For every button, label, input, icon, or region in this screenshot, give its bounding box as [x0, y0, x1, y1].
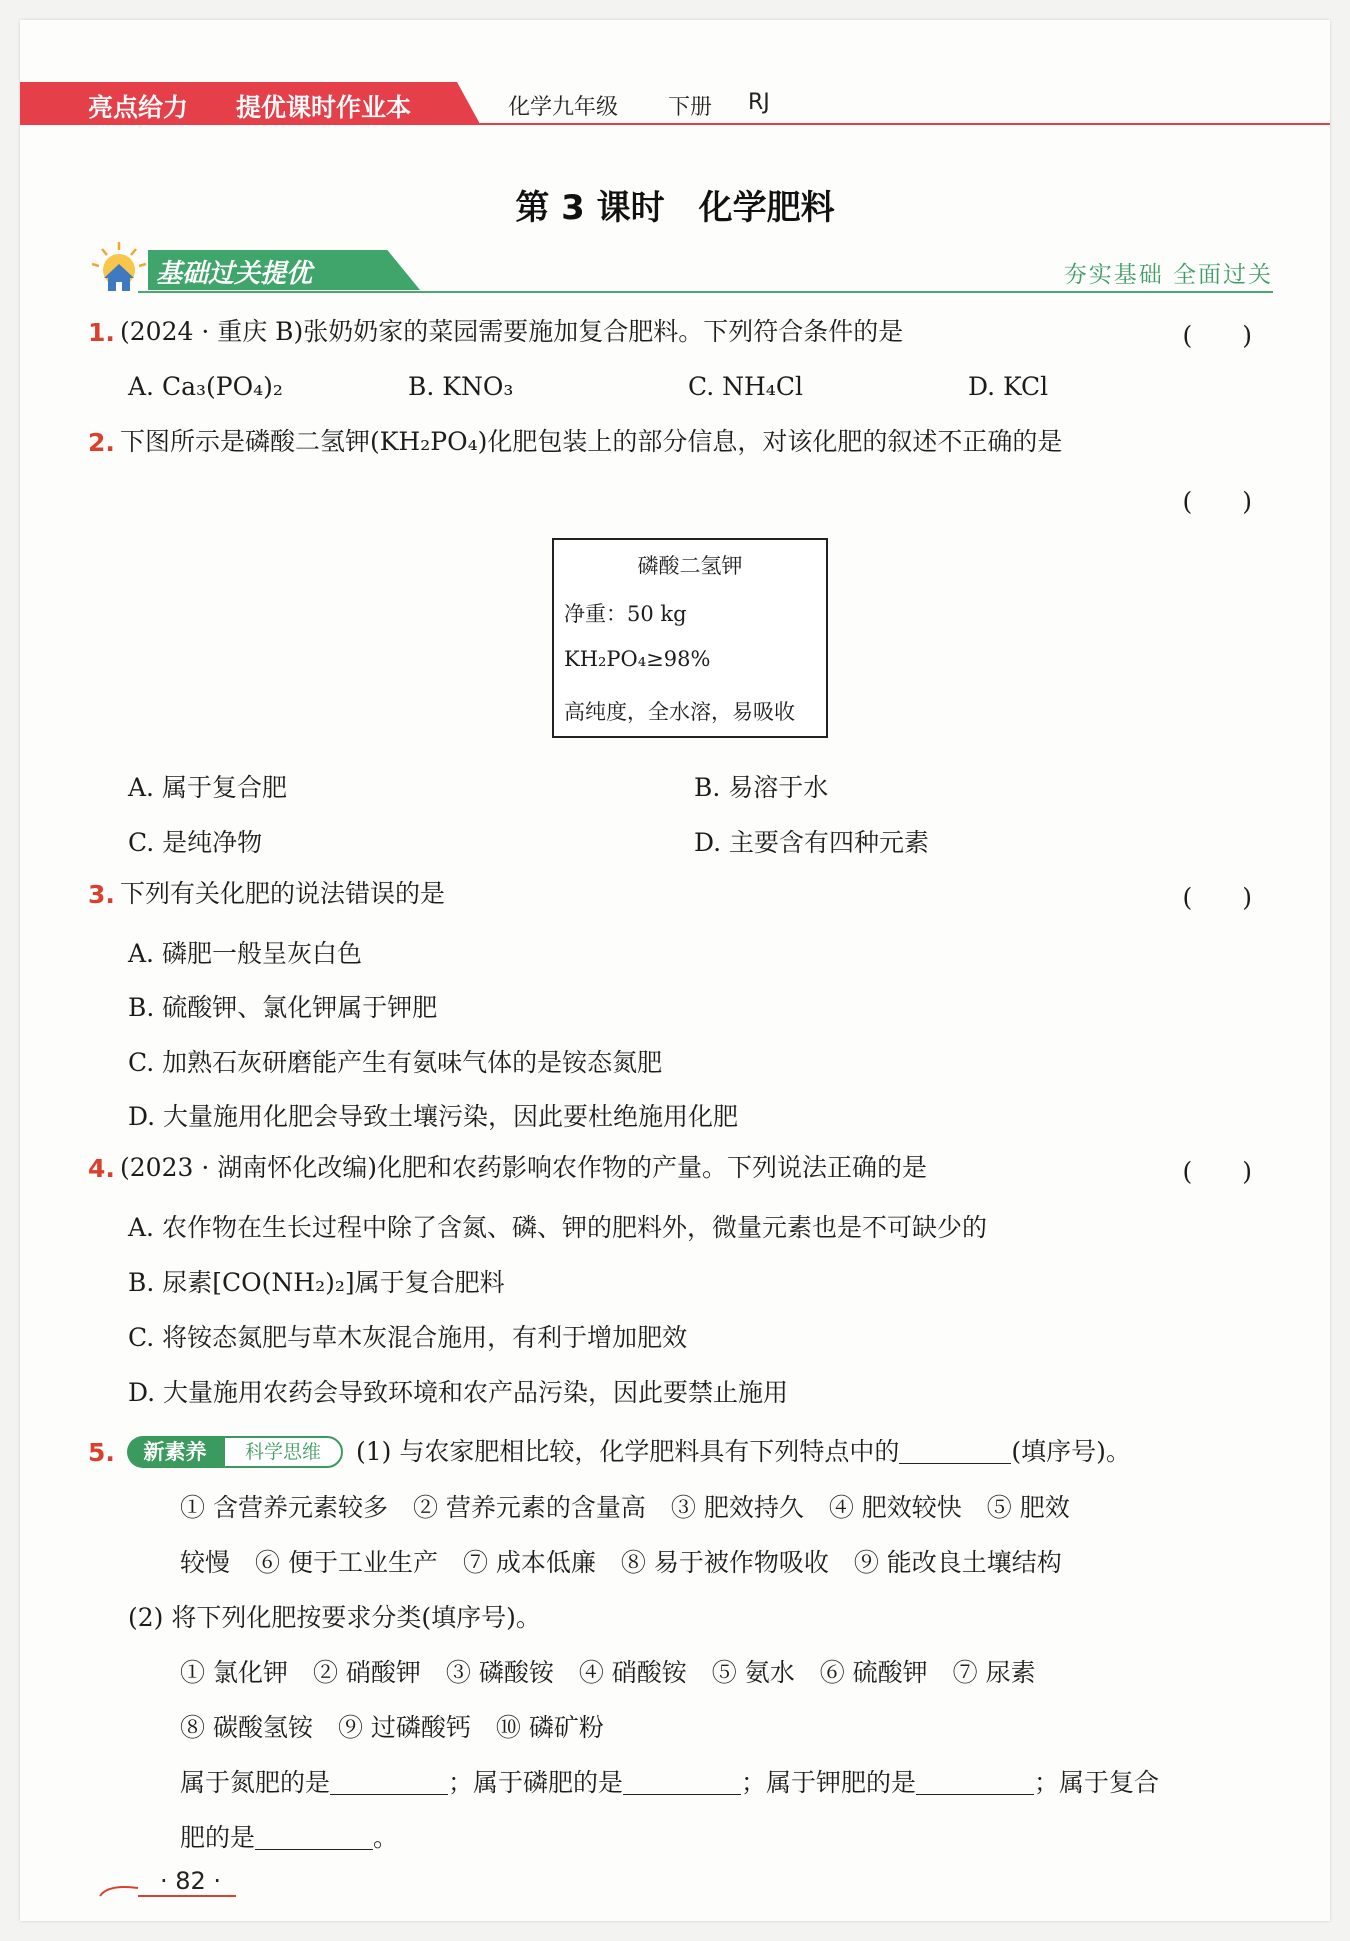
option: D. KCl [968, 372, 1049, 401]
option: B. 尿素[CO(NH₂)₂]属于复合肥料 [128, 1268, 505, 1297]
label-properties: 高纯度，全水溶，易吸收 [564, 700, 795, 724]
question-5-part1-choices-line2: 较慢 ⑥ 便于工业生产 ⑦ 成本低廉 ⑧ 易于被作物吸收 ⑨ 能改良土壤结构 [180, 1548, 1062, 1577]
option: A. 属于复合肥 [128, 773, 287, 802]
option: C. 是纯净物 [128, 828, 263, 857]
section-motto: 夯实基础 全面过关 [1063, 262, 1273, 288]
label-purity: KH₂PO₄≥98% [564, 647, 711, 671]
answer-blank[interactable] [623, 1768, 741, 1795]
phosphorus-fertilizer-prompt: ；属于磷肥的是 [448, 1768, 624, 1797]
question-4-number: 4. [88, 1154, 115, 1183]
nitrogen-fertilizer-prompt: 属于氮肥的是 [180, 1768, 331, 1797]
answer-paren[interactable]: ( ) [1182, 883, 1252, 912]
header-book-title: 提优课时作业本 [236, 93, 412, 122]
option: C. 加熟石灰研磨能产生有氨味气体的是铵态氮肥 [128, 1048, 663, 1077]
section-rule [138, 291, 1273, 293]
scientific-thinking-badge: 科学思维 [223, 1436, 343, 1468]
option: D. 大量施用农药会导致环境和农产品污染，因此要禁止施用 [128, 1378, 789, 1407]
header-subject: 化学九年级 [508, 95, 619, 120]
option: A. 磷肥一般呈灰白色 [128, 939, 362, 968]
header-volume: 下册 [668, 95, 713, 120]
answer-paren[interactable]: ( ) [1182, 1157, 1252, 1186]
question-5-part1-stem: (1) 与农家肥相比较，化学肥料具有下列特点中的 [356, 1437, 900, 1466]
option: C. NH₄Cl [688, 372, 803, 401]
fertilizer-label-box [552, 538, 828, 738]
question-5-part1 [356, 1436, 1131, 1468]
option: D. 大量施用化肥会导致土壤污染，因此要杜绝施用化肥 [128, 1102, 739, 1131]
page-number: · 82 · [160, 1867, 222, 1895]
label-net-weight: 净重：50 kg [564, 602, 687, 626]
question-5-fill-line-2 [180, 1822, 398, 1854]
question-2-stem: 下图所示是磷酸二氢钾(KH₂PO₄)化肥包装上的部分信息，对该化肥的叙述不正确的是 [120, 427, 1063, 456]
potassium-fertilizer-prompt: ；属于钾肥的是 [741, 1768, 917, 1797]
answer-blank[interactable] [899, 1437, 1011, 1464]
question-5-part2-list-line1: ① 氯化钾 ② 硝酸钾 ③ 磷酸铵 ④ 硝酸铵 ⑤ 氨水 ⑥ 硫酸钾 ⑦ 尿素 [180, 1658, 1036, 1687]
header-rule [20, 123, 1330, 125]
question-1-stem: (2024 · 重庆 B)张奶奶家的菜园需要施加复合肥料。下列符合条件的是 [120, 317, 904, 346]
option: C. 将铵态氮肥与草木灰混合施用，有利于增加肥效 [128, 1323, 688, 1352]
question-5-number: 5. [88, 1438, 115, 1467]
new-literacy-badge: 新素养 [127, 1436, 223, 1468]
option: A. 农作物在生长过程中除了含氮、磷、钾的肥料外，微量元素也是不可缺少的 [128, 1213, 987, 1242]
label-title: 磷酸二氢钾 [637, 554, 743, 578]
question-1-number: 1. [88, 318, 115, 347]
option: D. 主要含有四种元素 [694, 828, 930, 857]
answer-blank[interactable] [916, 1768, 1034, 1795]
header-brand: 亮点给力 [88, 93, 189, 122]
answer-paren[interactable]: ( ) [1182, 487, 1252, 516]
answer-blank[interactable] [255, 1823, 373, 1850]
workbook-page [20, 20, 1330, 1921]
section-label: 基础过关提优 [156, 259, 313, 289]
header-edition: RJ [748, 90, 770, 115]
question-5-fill-line [180, 1767, 1159, 1799]
option: B. 硫酸钾、氯化钾属于钾肥 [128, 993, 438, 1022]
question-3-stem: 下列有关化肥的说法错误的是 [120, 879, 446, 908]
answer-blank[interactable] [330, 1768, 448, 1795]
option: B. KNO₃ [408, 372, 514, 401]
question-4-stem: (2023 · 湖南怀化改编)化肥和农药影响农作物的产量。下列说法正确的是 [120, 1153, 927, 1182]
fill-end: 。 [373, 1823, 399, 1852]
question-2-number: 2. [88, 428, 115, 457]
house-sun-icon [88, 240, 150, 298]
option: B. 易溶于水 [694, 773, 829, 802]
question-5-part1-choices-line1: ① 含营养元素较多 ② 营养元素的含量高 ③ 肥效持久 ④ 肥效较快 ⑤ 肥效 [180, 1493, 1070, 1522]
question-3-number: 3. [88, 880, 115, 909]
answer-paren[interactable]: ( ) [1182, 321, 1252, 350]
lesson-title: 第 3 课时 化学肥料 [515, 188, 835, 228]
option: A. Ca₃(PO₄)₂ [128, 372, 283, 401]
question-5-part2-stem: (2) 将下列化肥按要求分类(填序号)。 [128, 1603, 541, 1632]
compound-fertilizer-prompt-cont: 肥的是 [180, 1823, 256, 1852]
compound-fertilizer-prompt: ；属于复合 [1034, 1768, 1160, 1797]
question-5-part1-hint: (填序号)。 [1011, 1437, 1131, 1466]
question-5-part2-list-line2: ⑧ 碳酸氢铵 ⑨ 过磷酸钙 ⑩ 磷矿粉 [180, 1713, 604, 1742]
